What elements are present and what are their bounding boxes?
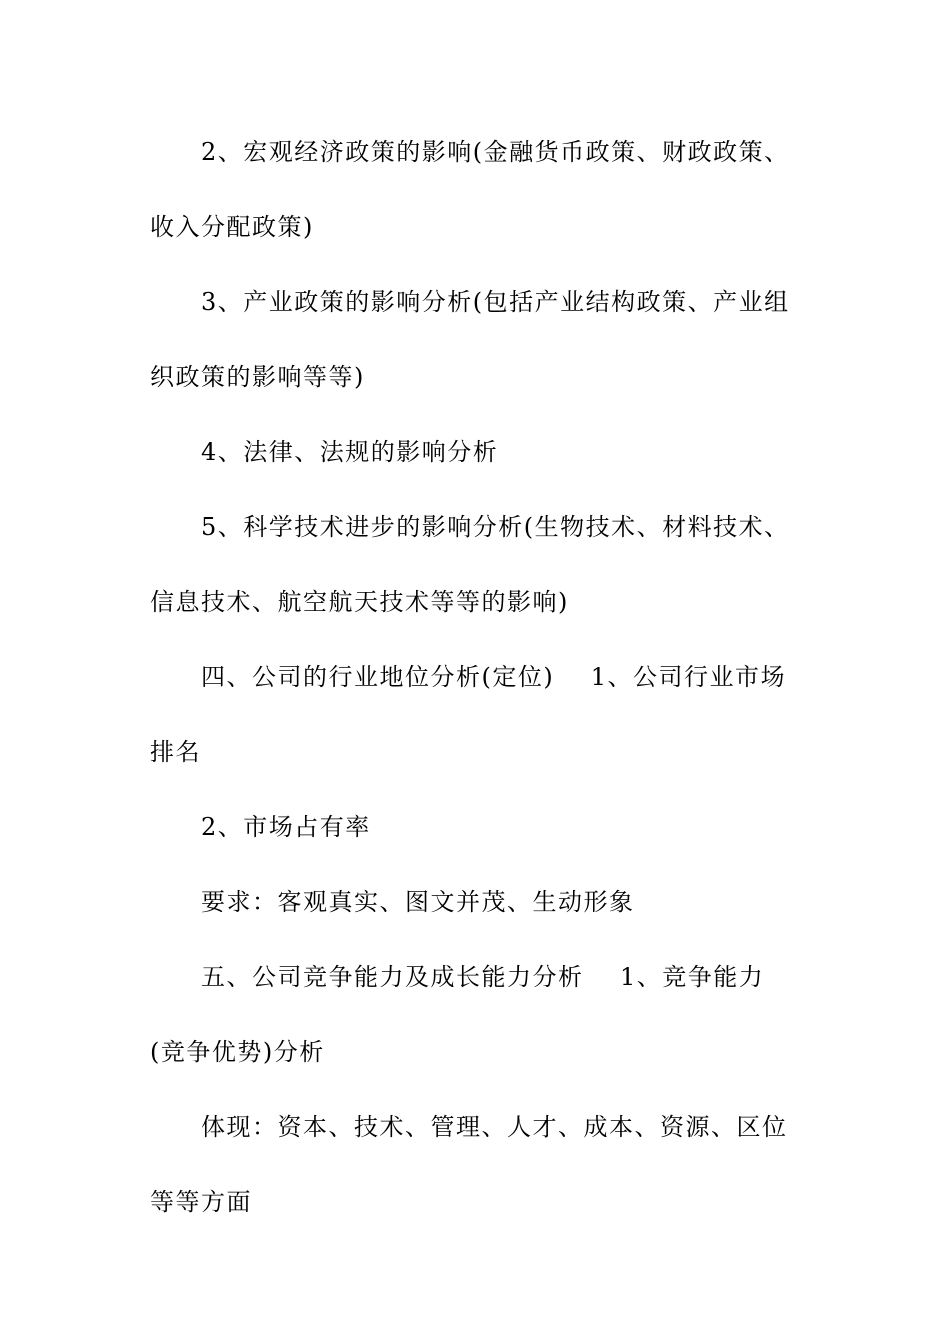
text-line: 4、法律、法规的影响分析 xyxy=(201,438,499,466)
text-line: 等等方面 xyxy=(150,1188,252,1216)
document-body xyxy=(150,115,810,1240)
text-line: 3、产业政策的影响分析(包括产业结构政策、产业组 xyxy=(201,288,790,316)
text-line: 五、公司竞争能力及成长能力分析 1、竞争能力 xyxy=(201,963,765,991)
text-line: 排名 xyxy=(150,738,201,766)
text-line: 2、宏观经济政策的影响(金融货币政策、财政政策、 xyxy=(201,138,790,166)
text-line: (竞争优势)分析 xyxy=(150,1038,325,1066)
text-line: 织政策的影响等等) xyxy=(150,363,365,391)
text-line: 2、市场占有率 xyxy=(201,813,371,841)
text-line: 四、公司的行业地位分析(定位) 1、公司行业市场 xyxy=(201,663,787,691)
text-line: 要求：客观真实、图文并茂、生动形象 xyxy=(201,888,635,916)
text-line: 体现：资本、技术、管理、人才、成本、资源、区位 xyxy=(201,1113,788,1141)
text-line: 收入分配政策) xyxy=(150,213,314,241)
text-line: 信息技术、航空航天技术等等的影响) xyxy=(150,588,569,616)
text-line: 5、科学技术进步的影响分析(生物技术、材料技术、 xyxy=(201,513,790,541)
